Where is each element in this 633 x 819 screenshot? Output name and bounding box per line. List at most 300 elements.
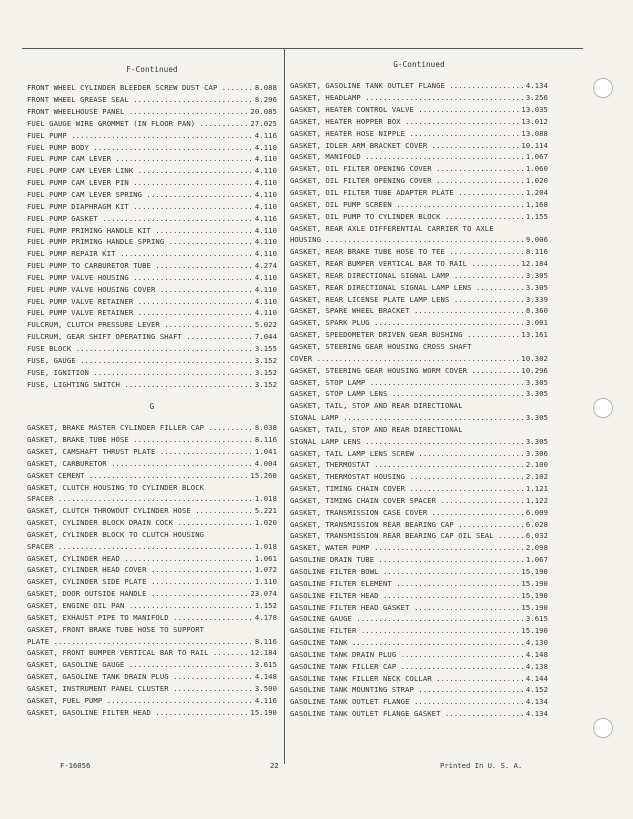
entry-label: SPACER ..... (27, 494, 253, 503)
entry-label: GASOLINE TANK FILLER CAP ..... (290, 662, 524, 671)
section-heading-g: G (149, 401, 155, 411)
entry-reference: 4.110 (254, 154, 277, 164)
entry-reference: 3.500 (254, 683, 277, 693)
entry-label: GASKET, TAIL, STOP AND REAR DIRECTIONAL (290, 401, 463, 411)
entry-reference: 3.305 (525, 436, 548, 446)
entry-reference: 1.155 (525, 211, 548, 221)
index-entry (27, 177, 277, 189)
entry-reference: 15.190 (521, 590, 548, 600)
entry-label: GASKET, TRANSMISSION CASE COVER ..... (290, 508, 524, 517)
entry-label: GASKET, CYLINDER HEAD COVER ..... (27, 565, 253, 574)
entry-reference: 2.098 (525, 543, 548, 553)
entry-label: FUEL PUMP BODY ..... (27, 143, 253, 152)
section-heading-f-continued: F-Continued (126, 65, 178, 74)
entry-label: GASKET, STOP LAMP ..... (290, 378, 524, 387)
index-entry (290, 423, 548, 435)
entry-reference: 1.061 (254, 553, 277, 563)
index-entry (290, 483, 548, 495)
entry-label: GASKET, TRANSMISSION REAR BEARING CAP ..... (290, 520, 524, 529)
index-entry (290, 175, 548, 187)
entry-reference: 10.302 (521, 353, 548, 363)
index-entry (27, 248, 277, 260)
entry-label: GASOLINE FILTER ..... (290, 626, 519, 635)
index-entry (290, 246, 548, 258)
index-entry (27, 82, 277, 94)
entry-reference: 4.274 (254, 261, 277, 271)
entry-reference: 4.110 (254, 166, 277, 176)
index-entry (290, 92, 548, 104)
entry-reference: 3.615 (254, 660, 277, 670)
entry-label: GASOLINE TANK FILLER NECK COLLAR ..... (290, 674, 524, 683)
entry-label: FUEL PUMP VALVE HOUSING ..... (27, 273, 253, 282)
entry-reference: 1.067 (525, 152, 548, 162)
index-entry (290, 637, 548, 649)
entry-reference: 6.009 (525, 507, 548, 517)
section-heading-g-continued: G-Continued (393, 60, 445, 69)
entry-reference: 12.184 (521, 259, 548, 269)
index-entry (290, 530, 548, 542)
index-entry (290, 696, 548, 708)
index-entry (27, 517, 277, 529)
g-list (27, 422, 277, 718)
entry-reference: 13.035 (521, 105, 548, 115)
entry-label: GASKET, MANIFOLD ..... (290, 152, 524, 161)
index-entry (290, 459, 548, 471)
entry-label: GASKET, TAIL LAMP LENS SCREW ..... (290, 449, 524, 458)
entry-label: GASKET CEMENT ..... (27, 471, 248, 480)
entry-label: FUEL PUMP VALVE RETAINER ..... (27, 308, 253, 317)
index-entry (27, 457, 277, 469)
entry-reference: 1.018 (254, 494, 277, 504)
index-entry (27, 189, 277, 201)
entry-reference: 8.088 (254, 83, 277, 93)
entry-label: GASKET, FUEL PUMP ..... (27, 696, 253, 705)
entry-label: GASKET, EXHAUST PIPE TO MANIFOLD ..... (27, 613, 253, 622)
index-entry (290, 116, 548, 128)
index-entry (27, 295, 277, 307)
index-entry (27, 354, 277, 366)
index-entry (290, 187, 548, 199)
entry-label: FUEL PUMP REPAIR KIT ..... (27, 249, 253, 258)
entry-reference: 4.110 (254, 272, 277, 282)
entry-reference: 1.204 (525, 188, 548, 198)
index-entry (27, 635, 277, 647)
index-entry (27, 307, 277, 319)
entry-label: FUEL GAUGE WIRE GROMMET (IN FLOOR PAN) ..... (27, 119, 248, 128)
index-entry (290, 222, 548, 234)
entry-label: FRONT WHEELHOUSE PANEL ..... (27, 107, 248, 116)
entry-label: HOUSING ..... (290, 235, 524, 244)
entry-reference: 2.102 (525, 472, 548, 482)
index-entry (27, 611, 277, 623)
entry-label: GASKET, REAR DIRECTIONAL SIGNAL LAMP ..... (290, 271, 524, 280)
entry-reference: 4.116 (254, 213, 277, 223)
entry-label: GASKET, CYLINDER BLOCK TO CLUTCH HOUSING (27, 529, 205, 539)
index-entry (290, 270, 548, 282)
index-entry (27, 319, 277, 331)
index-entry (27, 212, 277, 224)
binder-hole-top (593, 78, 613, 98)
entry-reference: 3.339 (525, 294, 548, 304)
entry-label: SIGNAL LAMP LENS ..... (290, 437, 524, 446)
entry-reference: 4.110 (254, 142, 277, 152)
entry-label: GASKET, GASOLINE TANK OUTLET FLANGE ..... (290, 81, 524, 90)
entry-reference: 3.152 (254, 379, 277, 389)
entry-label: GASKET, THERMOSTAT HOUSING ..... (290, 472, 524, 481)
entry-reference: 4.110 (254, 284, 277, 294)
entry-label: GASKET, STOP LAMP LENS ..... (290, 389, 524, 398)
entry-label: GASKET, REAR AXLE DIFFERENTIAL CARRIER TO AXLE (290, 223, 494, 233)
entry-reference: 3.001 (525, 318, 548, 328)
index-entry (27, 505, 277, 517)
index-entry (27, 576, 277, 588)
entry-label: GASKET, REAR BRAKE TUBE HOSE TO TEE ..... (290, 247, 524, 256)
entry-label: GASKET, OIL FILTER OPENING COVER ..... (290, 176, 524, 185)
entry-reference: 5.221 (254, 506, 277, 516)
index-entry (290, 447, 548, 459)
entry-reference: 1.072 (254, 565, 277, 575)
index-entry (27, 623, 277, 635)
entry-label: FUEL PUMP CAM LEVER LINK ..... (27, 166, 253, 175)
entry-reference: 3.152 (254, 355, 277, 365)
entry-reference: 6.028 (525, 519, 548, 529)
entry-reference: 13.012 (521, 116, 548, 126)
index-entry (27, 141, 277, 153)
entry-reference: 1.168 (525, 199, 548, 209)
entry-label: GASKET, CARBURETOR ..... (27, 459, 253, 468)
binder-hole-bottom (593, 718, 613, 738)
index-entry (27, 106, 277, 118)
index-entry (290, 660, 548, 672)
rule-top-right (285, 48, 583, 49)
binder-hole-middle (593, 398, 613, 418)
entry-reference: 1.067 (525, 555, 548, 565)
entry-label: GASOLINE TANK DRAIN PLUG ..... (290, 650, 524, 659)
entry-label: FUSE, IGNITION ..... (27, 368, 253, 377)
entry-label: GASKET, ENGINE OIL PAN ..... (27, 601, 253, 610)
entry-reference: 4.148 (525, 649, 548, 659)
entry-label: FUEL PUMP CAM LEVER ..... (27, 154, 253, 163)
entry-label: GASKET, TRANSMISSION REAR BEARING CAP OIL SEAL ..... (290, 531, 524, 540)
entry-reference: 15.190 (521, 602, 548, 612)
entry-reference: 15.190 (521, 626, 548, 636)
index-entry (27, 422, 277, 434)
index-entry (27, 564, 277, 576)
index-entry (290, 317, 548, 329)
index-entry (27, 600, 277, 612)
index-entry (290, 210, 548, 222)
entry-reference: 1.041 (254, 447, 277, 457)
index-entry (27, 378, 277, 390)
entry-reference: 15.190 (521, 578, 548, 588)
entry-label: GASKET, GASOLINE GAUGE ..... (27, 660, 253, 669)
entry-label: GASKET, STEERING GEAR HOUSING WORM COVER ..... (290, 366, 519, 375)
entry-label: GASKET, CLUTCH THROWOUT CYLINDER HOSE ..... (27, 506, 253, 515)
entry-label: FUSE, GAUGE ..... (27, 356, 253, 365)
printed-note: Printed In U. S. A. (440, 761, 523, 770)
entry-label: GASKET, TIMING CHAIN COVER ..... (290, 484, 524, 493)
index-entry (290, 649, 548, 661)
index-entry (27, 165, 277, 177)
entry-label: GASKET, IDLER ARM BRACKET COVER ..... (290, 141, 519, 150)
index-entry (27, 671, 277, 683)
entry-label: FRONT WHEEL CYLINDER BLEEDER SCREW DUST CAP ..... (27, 83, 253, 92)
entry-reference: 4.110 (254, 225, 277, 235)
entry-reference: 13.161 (521, 330, 548, 340)
entry-reference: 4.110 (254, 201, 277, 211)
index-entry (27, 200, 277, 212)
index-entry (290, 435, 548, 447)
entry-reference: 4.110 (254, 190, 277, 200)
entry-label: GASKET, OIL FILTER TUBE ADAPTER PLATE ..... (290, 188, 524, 197)
index-entry (290, 127, 548, 139)
index-entry (27, 588, 277, 600)
entry-label: COVER ..... (290, 354, 519, 363)
index-entry (27, 552, 277, 564)
entry-reference: 3.305 (525, 413, 548, 423)
left-column (27, 63, 277, 718)
right-column (290, 58, 548, 720)
index-entry (27, 283, 277, 295)
index-entry (290, 151, 548, 163)
index-entry (27, 118, 277, 130)
entry-label: PLATE ..... (27, 637, 253, 646)
entry-label: GASKET, CYLINDER SIDE PLATE ..... (27, 577, 253, 586)
index-entry (290, 139, 548, 151)
entry-label: GASKET, OIL FILTER OPENING COVER ..... (290, 164, 524, 173)
index-entry (27, 343, 277, 355)
index-entry (290, 305, 548, 317)
entry-reference: 4.110 (254, 296, 277, 306)
entry-label: GASKET, HEATER HOSE NIPPLE ..... (290, 129, 519, 138)
index-entry (290, 577, 548, 589)
index-entry (27, 272, 277, 284)
index-entry (290, 589, 548, 601)
entry-label: FUEL PUMP TO CARBURETOR TUBE ..... (27, 261, 253, 270)
index-entry (27, 260, 277, 272)
entry-reference: 4.134 (525, 697, 548, 707)
index-entry (290, 388, 548, 400)
entry-label: GASKET, DOOR OUTSIDE HANDLE ..... (27, 589, 248, 598)
entry-reference: 3.256 (525, 93, 548, 103)
entry-label: GASOLINE TANK ..... (290, 638, 524, 647)
entry-label: GASKET, CYLINDER BLOCK DRAIN COCK ..... (27, 518, 253, 527)
entry-label: GASOLINE FILTER ELEMENT ..... (290, 579, 519, 588)
entry-reference: 4.148 (254, 672, 277, 682)
f-continued-list (27, 82, 277, 390)
entry-reference: 15.190 (521, 567, 548, 577)
entry-reference: 8.116 (525, 247, 548, 257)
index-entry (290, 471, 548, 483)
entry-reference: 12.184 (250, 648, 277, 658)
index-entry (290, 566, 548, 578)
entry-reference: 8.296 (254, 95, 277, 105)
entry-reference: 3.152 (254, 367, 277, 377)
entry-reference: 2.100 (525, 460, 548, 470)
index-entry (290, 376, 548, 388)
index-entry (27, 706, 277, 718)
index-entry (290, 506, 548, 518)
index-entry (27, 153, 277, 165)
entry-label: FULCRUM, CLUTCH PRESSURE LEVER ..... (27, 320, 253, 329)
entry-label: GASKET, INSTRUMENT PANEL CLUSTER ..... (27, 684, 253, 693)
entry-label: FUSE BLOCK ..... (27, 344, 253, 353)
entry-reference: 5.022 (254, 320, 277, 330)
entry-reference: 3.305 (525, 270, 548, 280)
footer-code: F-16056 (60, 761, 91, 770)
entry-label: GASKET, BRAKE MASTER CYLINDER FILLER CAP ..... (27, 423, 253, 432)
entry-reference: 9.006 (525, 235, 548, 245)
entry-reference: 4.110 (254, 249, 277, 259)
index-entry (27, 129, 277, 141)
entry-label: GASOLINE TANK OUTLET FLANGE GASKET ..... (290, 709, 524, 718)
entry-reference: 1.122 (525, 495, 548, 505)
index-entry (290, 104, 548, 116)
index-entry (27, 683, 277, 695)
entry-label: FUEL PUMP VALVE RETAINER ..... (27, 297, 253, 306)
entry-label: GASKET, SPARK PLUG ..... (290, 318, 524, 327)
entry-label: GASKET, TAIL, STOP AND REAR DIRECTIONAL (290, 424, 463, 434)
entry-reference: 8.116 (254, 636, 277, 646)
index-entry (290, 412, 548, 424)
index-entry (27, 434, 277, 446)
index-entry (290, 708, 548, 720)
entry-label: GASKET, THERMOSTAT ..... (290, 460, 524, 469)
index-entry (27, 493, 277, 505)
entry-label: FUEL PUMP PRIMING HANDLE SPRING ..... (27, 237, 253, 246)
entry-label: FUEL PUMP CAM LEVER PIN ..... (27, 178, 253, 187)
entry-label: SIGNAL LAMP ..... (290, 413, 524, 422)
page-number: 22 (270, 761, 279, 770)
entry-label: FUEL PUMP VALVE HOUSING COVER ..... (27, 285, 253, 294)
entry-reference: 23.074 (250, 589, 277, 599)
entry-label: GASKET, REAR LICENSE PLATE LAMP LENS ..... (290, 295, 524, 304)
entry-label: GASKET, REAR BUMPER VERTICAL BAR TO RAIL ..... (290, 259, 519, 268)
entry-reference: 13.088 (521, 128, 548, 138)
index-entry (27, 331, 277, 343)
entry-reference: 3.306 (525, 448, 548, 458)
entry-reference: 4.134 (525, 709, 548, 719)
entry-label: FUEL PUMP PRIMING HANDLE KIT ..... (27, 226, 253, 235)
index-entry (290, 329, 548, 341)
entry-reference: 10.114 (521, 140, 548, 150)
entry-label: FUEL PUMP CAM LEVER SPRING ..... (27, 190, 253, 199)
entry-reference: 8.038 (254, 423, 277, 433)
entry-reference: 1.020 (254, 518, 277, 528)
entry-label: GASOLINE TANK OUTLET FLANGE ..... (290, 697, 524, 706)
entry-label: GASKET, HEADLAMP ..... (290, 93, 524, 102)
entry-label: SPACER ..... (27, 542, 253, 551)
entry-reference: 27.025 (250, 118, 277, 128)
index-entry (290, 352, 548, 364)
entry-label: GASKET, SPARE WHEEL BRACKET ..... (290, 306, 524, 315)
entry-label: GASKET, CLUTCH HOUSING TO CYLINDER BLOCK (27, 482, 205, 492)
entry-reference: 3.305 (525, 389, 548, 399)
index-entry (290, 518, 548, 530)
entry-reference: 4.110 (254, 237, 277, 247)
index-entry (27, 366, 277, 378)
index-entry (27, 529, 277, 541)
entry-reference: 4.110 (254, 178, 277, 188)
index-entry (290, 495, 548, 507)
entry-label: GASKET, HEATER CONTROL VALVE ..... (290, 105, 519, 114)
entry-label: FUEL PUMP ..... (27, 131, 253, 140)
entry-label: GASOLINE FILTER HEAD GASKET ..... (290, 603, 519, 612)
index-entry (290, 625, 548, 637)
index-entry (290, 80, 548, 92)
entry-label: GASOLINE GAUGE ..... (290, 614, 524, 623)
entry-reference: 1.121 (525, 484, 548, 494)
index-entry (290, 364, 548, 376)
entry-label: GASKET, OIL PUMP SCREEN ..... (290, 200, 524, 209)
index-entry (290, 258, 548, 270)
entry-label: GASKET, SPEEDOMETER DRIVEN GEAR BUSHING ..... (290, 330, 519, 339)
entry-reference: 1.152 (254, 601, 277, 611)
index-entry (27, 236, 277, 248)
index-entry (290, 672, 548, 684)
index-entry (27, 446, 277, 458)
index-entry (290, 234, 548, 246)
entry-reference: 20.085 (250, 107, 277, 117)
entry-reference: 4.138 (525, 661, 548, 671)
entry-label: FUSE, LIGHTING SWITCH ..... (27, 380, 253, 389)
index-entry (290, 542, 548, 554)
entry-reference: 10.296 (521, 365, 548, 375)
index-entry (290, 554, 548, 566)
entry-reference: 1.060 (525, 164, 548, 174)
entry-reference: 3.615 (525, 614, 548, 624)
entry-label: GASOLINE FILTER BOWL ..... (290, 567, 519, 576)
entry-reference: 4.152 (525, 685, 548, 695)
entry-label: GASOLINE TANK MOUNTING STRAP ..... (290, 685, 524, 694)
index-entry (27, 540, 277, 552)
column-divider (284, 48, 285, 764)
entry-label: FUEL PUMP DIAPHRAGM KIT ..... (27, 202, 253, 211)
index-entry (290, 684, 548, 696)
entry-reference: 15.190 (250, 707, 277, 717)
entry-label: GASKET, WATER PUMP ..... (290, 543, 524, 552)
entry-reference: 4.144 (525, 673, 548, 683)
index-entry (27, 224, 277, 236)
index-entry (290, 163, 548, 175)
entry-label: GASKET, FRONT BUMPER VERTICAL BAR TO RAIL ..... (27, 648, 248, 657)
entry-reference: 4.110 (254, 308, 277, 318)
entry-reference: 4.116 (254, 695, 277, 705)
index-entry (290, 400, 548, 412)
entry-label: FRONT WHEEL GREASE SEAL ..... (27, 95, 253, 104)
entry-reference: 3.305 (525, 377, 548, 387)
entry-label: GASKET, CAMSHAFT THRUST PLATE ..... (27, 447, 253, 456)
entry-label: GASOLINE DRAIN TUBE ..... (290, 555, 524, 564)
index-entry (27, 659, 277, 671)
entry-label: GASKET, FRONT BRAKE TUBE HOSE TO SUPPORT (27, 624, 205, 634)
index-entry (290, 281, 548, 293)
entry-reference: 6.032 (525, 531, 548, 541)
index-entry (27, 94, 277, 106)
entry-label: GASKET, TIMING CHAIN COVER SPACER ..... (290, 496, 524, 505)
entry-label: GASKET, OIL PUMP TO CYLINDER BLOCK ..... (290, 212, 524, 221)
entry-label: GASOLINE FILTER HEAD ..... (290, 591, 519, 600)
entry-label: GASKET, CYLINDER HEAD ..... (27, 554, 253, 563)
entry-reference: 8.360 (525, 306, 548, 316)
entry-reference: 4.130 (525, 638, 548, 648)
entry-reference: 15.260 (250, 470, 277, 480)
g-continued-list (290, 80, 548, 720)
entry-reference: 3.155 (254, 343, 277, 353)
entry-reference: 4.116 (254, 130, 277, 140)
entry-label: FULCRUM, GEAR SHIFT OPERATING SHAFT ..... (27, 332, 253, 341)
index-entry (290, 293, 548, 305)
